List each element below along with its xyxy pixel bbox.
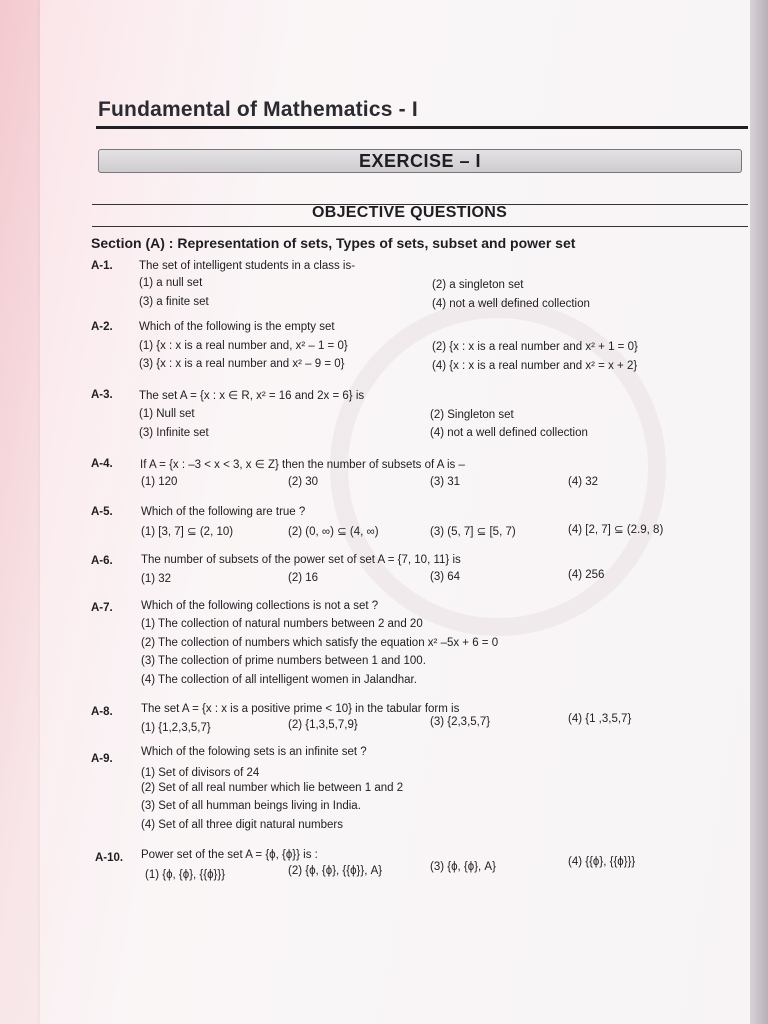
option: (4) not a well defined collection xyxy=(430,427,588,439)
option: (3) The collection of prime numbers between 1 and 100. xyxy=(141,655,426,667)
question-text: The number of subsets of the power set of set A = {7, 10, 11} is xyxy=(141,554,461,566)
question-number: A-3. xyxy=(91,389,113,401)
option: (1) {ϕ, {ϕ}, {{ϕ}}} xyxy=(145,869,226,881)
option: (4) 256 xyxy=(568,569,605,581)
question-text: Which of the following are true ? xyxy=(141,506,306,518)
option: (2) {ϕ, {ϕ}, {{ϕ}}, A} xyxy=(288,865,383,877)
chapter-title: Fundamental of Mathematics - I xyxy=(98,98,418,121)
question-text: The set A = {x : x ∈ R, x² = 16 and 2x = 6} is xyxy=(139,390,365,402)
option: (1) a null set xyxy=(139,277,203,289)
option: (2) Set of all real number which lie between 1 and 2 xyxy=(141,782,404,794)
option: (2) 16 xyxy=(288,572,319,584)
option: (4) Set of all three digit natural numbers xyxy=(141,819,343,831)
question-text: Which of the following is the empty set xyxy=(139,321,335,333)
question-number: A-2. xyxy=(91,321,113,333)
option: (2) 30 xyxy=(288,476,319,488)
option: (1) {1,2,3,5,7} xyxy=(141,722,211,734)
option: (4) {1 ,3,5,7} xyxy=(568,713,632,725)
question-number: A-9. xyxy=(91,753,113,765)
option: (1) 120 xyxy=(141,476,178,488)
question-text: Power set of the set A = {ϕ, {ϕ}} is : xyxy=(141,849,318,861)
page-edge xyxy=(750,0,768,1024)
option: (4) [2, 7] ⊆ (2.9, 8) xyxy=(568,524,664,536)
option: (2) The collection of numbers which satisfy the equation x² –5x + 6 = 0 xyxy=(141,637,499,649)
question-text: Which of the folowing sets is an infinite set ? xyxy=(141,746,367,758)
exercise-title: EXERCISE – I xyxy=(358,151,482,171)
option: (1) Null set xyxy=(139,408,195,420)
question-number: A-4. xyxy=(91,458,113,470)
option: (3) 64 xyxy=(430,571,461,583)
divider xyxy=(92,226,748,227)
option: (3) {2,3,5,7} xyxy=(430,716,491,728)
option: (4) not a well defined collection xyxy=(432,298,590,310)
option: (3) 31 xyxy=(430,476,461,488)
question-text: If A = {x : –3 < x < 3, x ∈ Z} then the number of subsets of A is – xyxy=(140,459,465,471)
objective-heading: OBJECTIVE QUESTIONS xyxy=(312,204,508,221)
question-number: A-8. xyxy=(91,706,113,718)
option: (3) a finite set xyxy=(139,296,209,308)
question-text: Which of the following collections is not a set ? xyxy=(141,600,379,612)
option: (3) {ϕ, {ϕ}, A} xyxy=(430,861,496,873)
option: (1) 32 xyxy=(141,573,172,585)
option: (3) Infinite set xyxy=(139,427,209,439)
option: (1) [3, 7] ⊆ (2, 10) xyxy=(141,526,234,538)
question-number: A-10. xyxy=(95,852,124,864)
exercise-banner xyxy=(98,149,742,173)
question-number: A-5. xyxy=(91,506,113,518)
option: (2) (0, ∞) ⊆ (4, ∞) xyxy=(288,526,379,538)
option: (1) The collection of natural numbers between 2 and 20 xyxy=(141,618,423,630)
question-number: A-1. xyxy=(91,260,113,272)
section-heading: Section (A) : Representation of sets, Types of sets, subset and power set xyxy=(91,235,576,251)
question-text: The set A = {x : x is a positive prime < 10} in the tabular form is xyxy=(141,703,460,715)
option: (4) The collection of all intelligent women in Jalandhar. xyxy=(141,674,417,686)
option: (1) Set of divisors of 24 xyxy=(141,767,260,779)
question-text: The set of intelligent students in a class is- xyxy=(139,260,356,272)
option: (3) {x : x is a real number and x² – 9 = 0} xyxy=(139,358,345,370)
option: (2) a singleton set xyxy=(432,279,524,291)
option: (3) (5, 7] ⊆ [5, 7) xyxy=(430,526,516,538)
option: (2) {x : x is a real number and x² + 1 = 0} xyxy=(432,341,638,353)
option: (3) Set of all humman beings living in India. xyxy=(141,800,361,812)
option: (1) {x : x is a real number and, x² – 1 = 0} xyxy=(139,340,348,352)
question-number: A-7. xyxy=(91,602,113,614)
option: (2) Singleton set xyxy=(430,409,514,421)
option: (4) {x : x is a real number and x² = x + 2} xyxy=(432,360,638,372)
question-number: A-6. xyxy=(91,555,113,567)
option: (2) {1,3,5,7,9} xyxy=(288,719,358,731)
title-underline xyxy=(96,126,748,129)
option: (4) 32 xyxy=(568,476,599,488)
option: (4) {{ϕ}, {{ϕ}}} xyxy=(568,856,636,868)
